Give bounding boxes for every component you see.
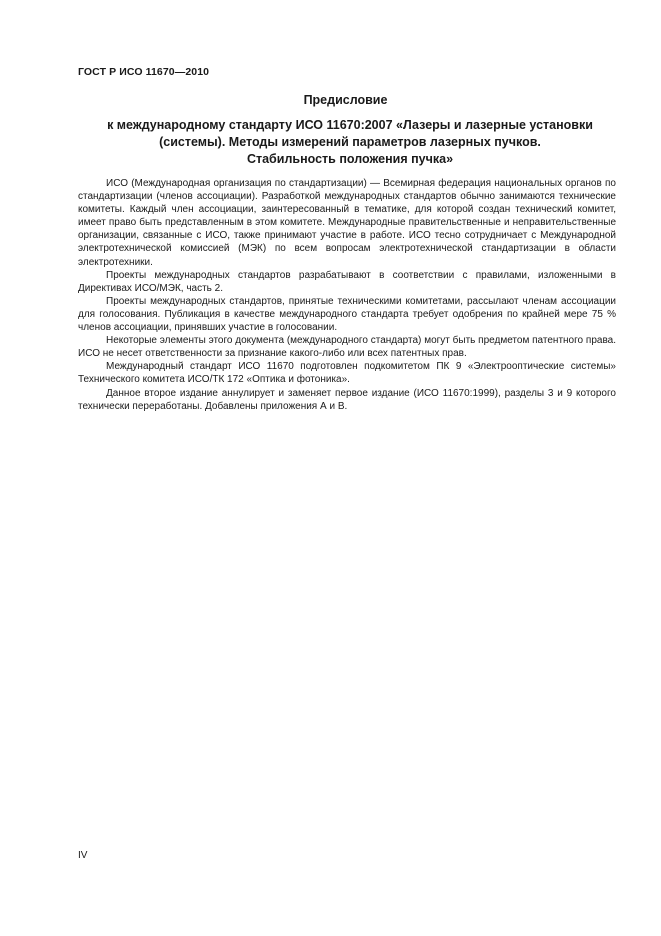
subtitle-line-3: Стабильность положения пучка» bbox=[246, 152, 454, 166]
document-code-header: ГОСТ Р ИСО 11670—2010 bbox=[78, 66, 210, 78]
page-number: IV bbox=[78, 850, 88, 861]
paragraph-directives: Проекты международных стандартов разрабатывают в соответствии с правилами, изложенными в Директивах ИСО/МЭК, часть 2. bbox=[78, 269, 616, 294]
paragraph-iso-federation: ИСО (Международная организация по стандартизации) — Всемирная федерация национальных органов по стандартизации (членов ассоциации). Разработкой международных стандартов обычно занимаются технические комитеты. Каждый член ассоциации, заинтересованный в тематике, для которой создан технический комитет, имеет право быть представленным в этом комитете. Международные правительственные и неправительственные организации, связанные с ИСО, также принимают участие в работе. ИСО тесно сотрудничает с Международной электротехнической комиссией (МЭК) по всем вопросам электротехнической стандартизации в области электротехники. bbox=[78, 178, 616, 268]
foreword-title: Предисловие bbox=[303, 93, 388, 107]
subtitle-line-2: (системы). Методы измерений параметров лазерных пучков. bbox=[159, 135, 541, 149]
paragraph-edition: Данное второе издание аннулирует и заменяет первое издание (ИСО 11670:1999), разделы 3 и 9 которого технически переработаны. Добавлены приложения А и В. bbox=[78, 387, 616, 412]
foreword-body bbox=[78, 177, 616, 413]
subtitle-line-1: к международному стандарту ИСО 11670:2007 «Лазеры и лазерные установки bbox=[107, 118, 593, 132]
foreword-subtitle bbox=[70, 117, 630, 168]
paragraph-subcommittee: Международный стандарт ИСО 11670 подготовлен подкомитетом ПК 9 «Электрооптические системы» Технического комитета ИСО/ТК 172 «Оптика и фотоника». bbox=[78, 361, 616, 386]
paragraph-voting: Проекты международных стандартов, принятые техническими комитетами, рассылают членам ассоциации для голосования. Публикация в качестве международного стандарта требует одобрения по крайней мере 75 % членов ассоциации, принявших участие в голосовании. bbox=[78, 295, 616, 334]
paragraph-patents: Некоторые элементы этого документа (международного стандарта) могут быть предметом патентного права. ИСО не несет ответственности за признание какого-либо или всех патентных прав. bbox=[78, 335, 616, 360]
